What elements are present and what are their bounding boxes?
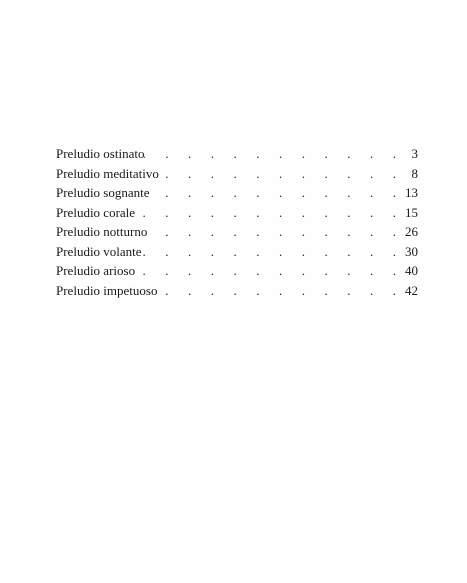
dot-leader: [135, 203, 402, 223]
toc-entry: [56, 203, 418, 223]
toc-entry: [56, 281, 418, 301]
dot-leader: [144, 144, 402, 164]
toc-entry: [56, 261, 418, 281]
dot-leader: [150, 183, 402, 203]
dot-leader: [147, 222, 402, 242]
toc-entry-title: Preludio ostinato: [56, 146, 145, 161]
toc-entry: [56, 164, 418, 184]
toc-entry: [56, 222, 418, 242]
toc-entry-page: 15: [405, 204, 418, 220]
dot-leader: [159, 164, 402, 184]
table-of-contents: [56, 144, 418, 300]
toc-entry-page: 26: [405, 224, 418, 239]
toc-entry-title: Preludio notturno: [56, 224, 148, 239]
toc-entry-page: 3: [411, 146, 418, 161]
toc-entry-page: 13: [405, 185, 418, 200]
dot-leader: [142, 242, 402, 262]
toc-entry-title: Preludio arioso: [56, 263, 136, 278]
toc-entry-page: 30: [405, 243, 418, 259]
toc-entry: [56, 242, 418, 262]
toc-entry-title: Preludio volante: [56, 243, 142, 259]
toc-entry-title: Preludio impetuoso: [56, 282, 158, 298]
toc-entry-page: 8: [411, 165, 418, 181]
toc-entry-title: Preludio corale: [56, 204, 136, 220]
toc-entry-title: Preludio meditativo: [56, 165, 159, 181]
dot-leader: [135, 261, 402, 281]
toc-entry-page: 42: [405, 282, 418, 298]
toc-entry-title: Preludio sognante: [56, 185, 150, 200]
dot-leader: [157, 281, 402, 301]
toc-entry-page: 40: [405, 263, 418, 278]
toc-entry: [56, 144, 418, 164]
toc-entry: [56, 183, 418, 203]
